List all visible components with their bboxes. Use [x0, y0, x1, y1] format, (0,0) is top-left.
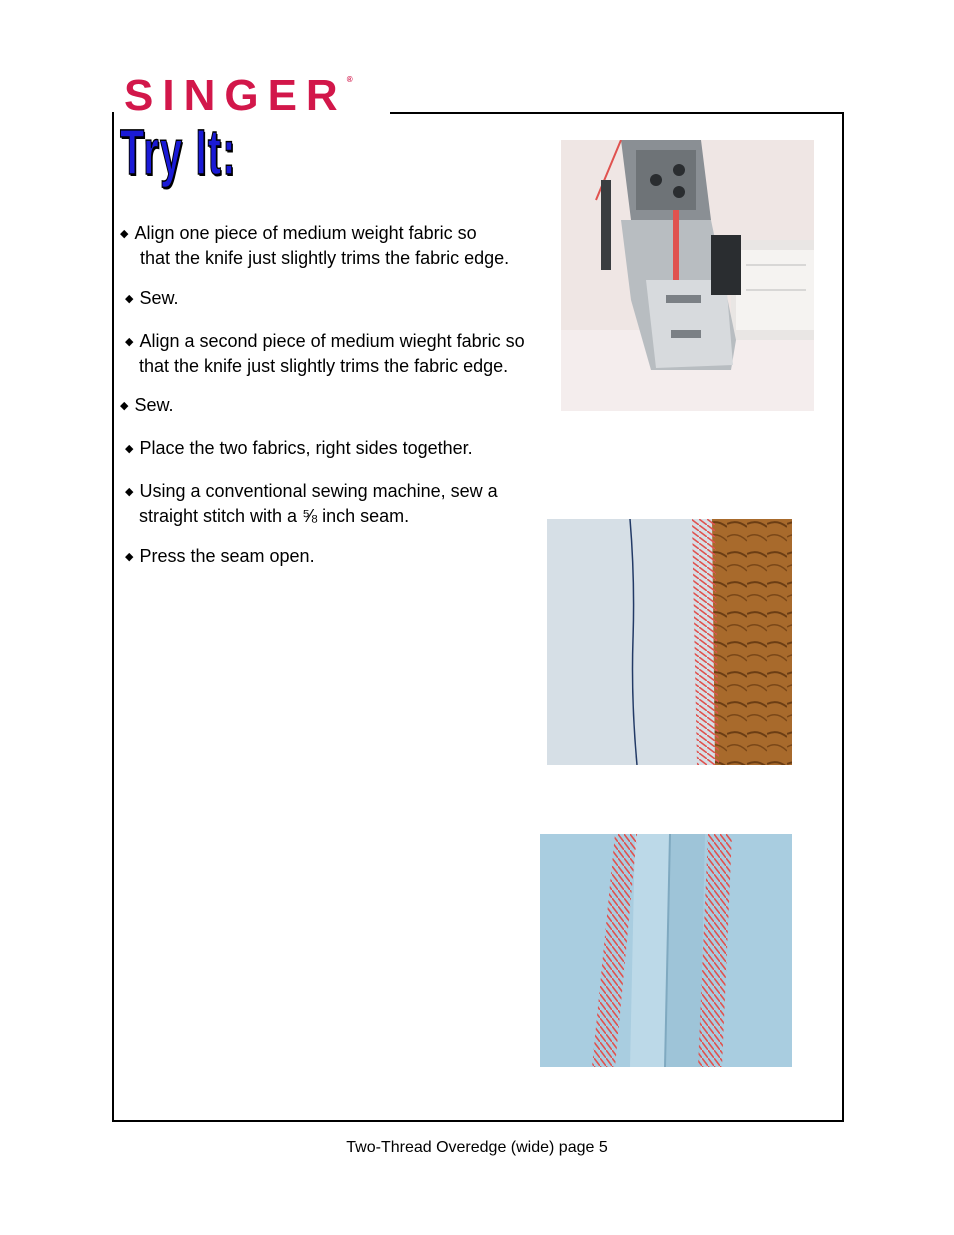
page-title: Try It: [120, 116, 237, 188]
step-5 [125, 437, 473, 462]
bullet-icon: ◆ [125, 486, 134, 498]
step-6 [125, 480, 498, 527]
bullet-icon: ◆ [125, 293, 134, 305]
bullet-icon: ◆ [125, 336, 134, 348]
bullet-icon: ◆ [125, 443, 134, 455]
step-3-line2: that the knife just slightly trims the fabric edge. [139, 356, 509, 376]
step-1-line1: Align one piece of medium weight fabric so [134, 223, 477, 243]
step-4-line1: Sew. [134, 395, 174, 415]
bullet-icon: ◆ [120, 228, 129, 240]
registered-mark: ® [346, 75, 353, 84]
photo-pressed-seam [540, 834, 792, 1067]
step-7 [125, 545, 315, 570]
step-6-line2: straight stitch with a ⅝ inch seam. [139, 506, 410, 526]
step-2-line1: Sew. [139, 288, 179, 308]
step-5-line1: Place the two fabrics, right sides together. [139, 438, 473, 458]
step-3-line1: Align a second piece of medium wieght fabric so [139, 331, 525, 351]
page-footer: Two-Thread Overedge (wide) page 5 [346, 1139, 608, 1156]
step-3 [125, 330, 525, 377]
step-4 [120, 394, 174, 419]
step-7-line1: Press the seam open. [139, 546, 315, 566]
step-2 [125, 287, 179, 312]
photo-serger-foot [561, 140, 814, 411]
bullet-icon: ◆ [125, 551, 134, 563]
brand-name: SINGER [124, 71, 347, 120]
bullet-icon: ◆ [120, 400, 129, 412]
step-6-line1: Using a conventional sewing machine, sew a [139, 481, 498, 501]
step-1-line2: that the knife just slightly trims the fabric edge. [140, 248, 510, 268]
photo-overedge-seam [547, 519, 792, 765]
step-1 [120, 222, 509, 269]
